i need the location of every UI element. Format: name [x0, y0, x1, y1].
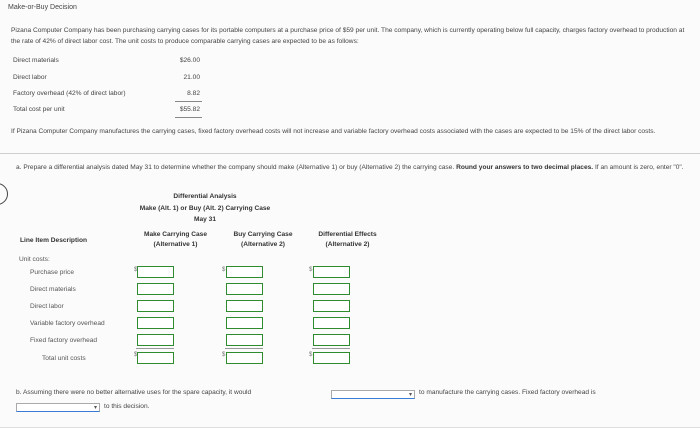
cost-label-direct-labor: Direct labor [13, 74, 47, 81]
row-label-fixed-overhead: Fixed factory overhead [30, 337, 98, 344]
chevron-down-icon: ▾ [93, 405, 97, 411]
buy-total-currency-symbol: $ [222, 352, 226, 358]
row-label-purchase-price: Purchase price [30, 269, 74, 276]
buy-direct-materials-input[interactable] [226, 283, 263, 295]
analysis-title: Differential Analysis [173, 193, 237, 200]
buy-direct-labor-input[interactable] [226, 300, 263, 312]
buy-fixed-overhead-input[interactable] [226, 334, 263, 346]
column-header-line-item: Line Item Description [20, 237, 88, 244]
status-circle-icon [0, 183, 8, 205]
buy-purchase-price-input[interactable] [226, 266, 263, 278]
question-a-note: If an amount is zero, enter "0". [593, 164, 684, 171]
unit-costs-section-label: Unit costs: [19, 256, 50, 263]
buy-variable-overhead-input[interactable] [226, 317, 263, 329]
row-label-total-unit-costs: Total unit costs [42, 355, 86, 362]
diff-total-input[interactable] [313, 352, 350, 364]
column-header-buy: Buy Carrying Case (Alternative 2) [233, 231, 293, 248]
subtotal-rule [175, 101, 202, 102]
cost-value-factory-overhead: 8.82 [187, 90, 200, 97]
question-a [16, 162, 696, 173]
diff-direct-labor-input[interactable] [313, 300, 350, 312]
cost-label-factory-overhead: Factory overhead (42% of direct labor) [13, 90, 126, 97]
cost-label-direct-materials: Direct materials [13, 57, 59, 64]
buy-currency-symbol: $ [222, 267, 226, 273]
make-currency-symbol: $ [134, 267, 138, 273]
cost-label-total: Total cost per unit [13, 106, 65, 113]
diff-variable-overhead-input[interactable] [313, 317, 350, 329]
row-label-direct-labor: Direct labor [30, 303, 64, 310]
total-double-rule [175, 117, 202, 118]
section-divider [0, 153, 700, 154]
analysis-date: May 31 [194, 216, 216, 223]
buy-total-input[interactable] [226, 352, 263, 364]
problem-intro: Pizana Computer Company has been purchasing carrying cases for its portable computers at a purchase price of $59 per unit. The company, which is currently operating below full capacity, charges factory overhead to production at the rate of 42% of direct labor cost. The unit costs to produce comparable carrying cases are expected to be as follows: [11, 27, 685, 45]
relevance-select[interactable] [16, 403, 100, 412]
question-b-suffix-text: to this decision. [104, 403, 150, 410]
column-header-differential: Differential Effects (Alternative 2) [318, 231, 377, 248]
make-total-currency-symbol: $ [134, 352, 138, 358]
diff-purchase-price-input[interactable] [313, 266, 350, 278]
make-variable-overhead-input[interactable] [137, 317, 174, 329]
analysis-subtitle: Make (Alt. 1) or Buy (Alt. 2) Carrying Case [139, 205, 271, 212]
chevron-down-icon: ▾ [408, 392, 412, 398]
make-direct-labor-input[interactable] [137, 300, 174, 312]
buy-total-rule [225, 348, 263, 349]
row-label-variable-overhead: Variable factory overhead [30, 320, 105, 327]
cost-value-direct-materials: $26.00 [179, 57, 200, 64]
decision-select[interactable] [331, 390, 415, 399]
question-a-instruction: Round your answers to two decimal places. [456, 164, 594, 171]
cost-value-direct-labor: 21.00 [183, 74, 200, 81]
diff-total-rule [312, 348, 350, 349]
make-fixed-overhead-input[interactable] [137, 334, 174, 346]
make-total-rule [136, 348, 174, 349]
make-total-input[interactable] [137, 352, 174, 364]
diff-currency-symbol: $ [309, 267, 313, 273]
question-a-text: a. Prepare a differential analysis dated May 31 to determine whether the company should make (Alternative 1) or buy (Alternative 2) the carrying case. [16, 164, 455, 171]
make-direct-materials-input[interactable] [137, 283, 174, 295]
diff-total-currency-symbol: $ [309, 352, 313, 358]
row-label-direct-materials: Direct materials [30, 286, 76, 293]
page-title: Make-or-Buy Decision [8, 4, 77, 11]
question-b-middle-text: to manufacture the carrying cases. Fixed factory overhead is [419, 389, 596, 396]
assumption-text: If Pizana Computer Company manufactures the carrying cases, fixed factory overhead costs will not increase and variable factory overhead costs associated with the cases are expected to be 15% of the direct labor costs. [11, 128, 656, 135]
diff-direct-materials-input[interactable] [313, 283, 350, 295]
question-b-text: b. Assuming there were no better alternative uses for the spare capacity, it would [16, 389, 252, 396]
diff-fixed-overhead-input[interactable] [313, 334, 350, 346]
make-purchase-price-input[interactable] [137, 266, 174, 278]
column-header-make: Make Carrying Case (Alternative 1) [143, 231, 208, 248]
cost-value-total: $55.82 [179, 106, 200, 113]
